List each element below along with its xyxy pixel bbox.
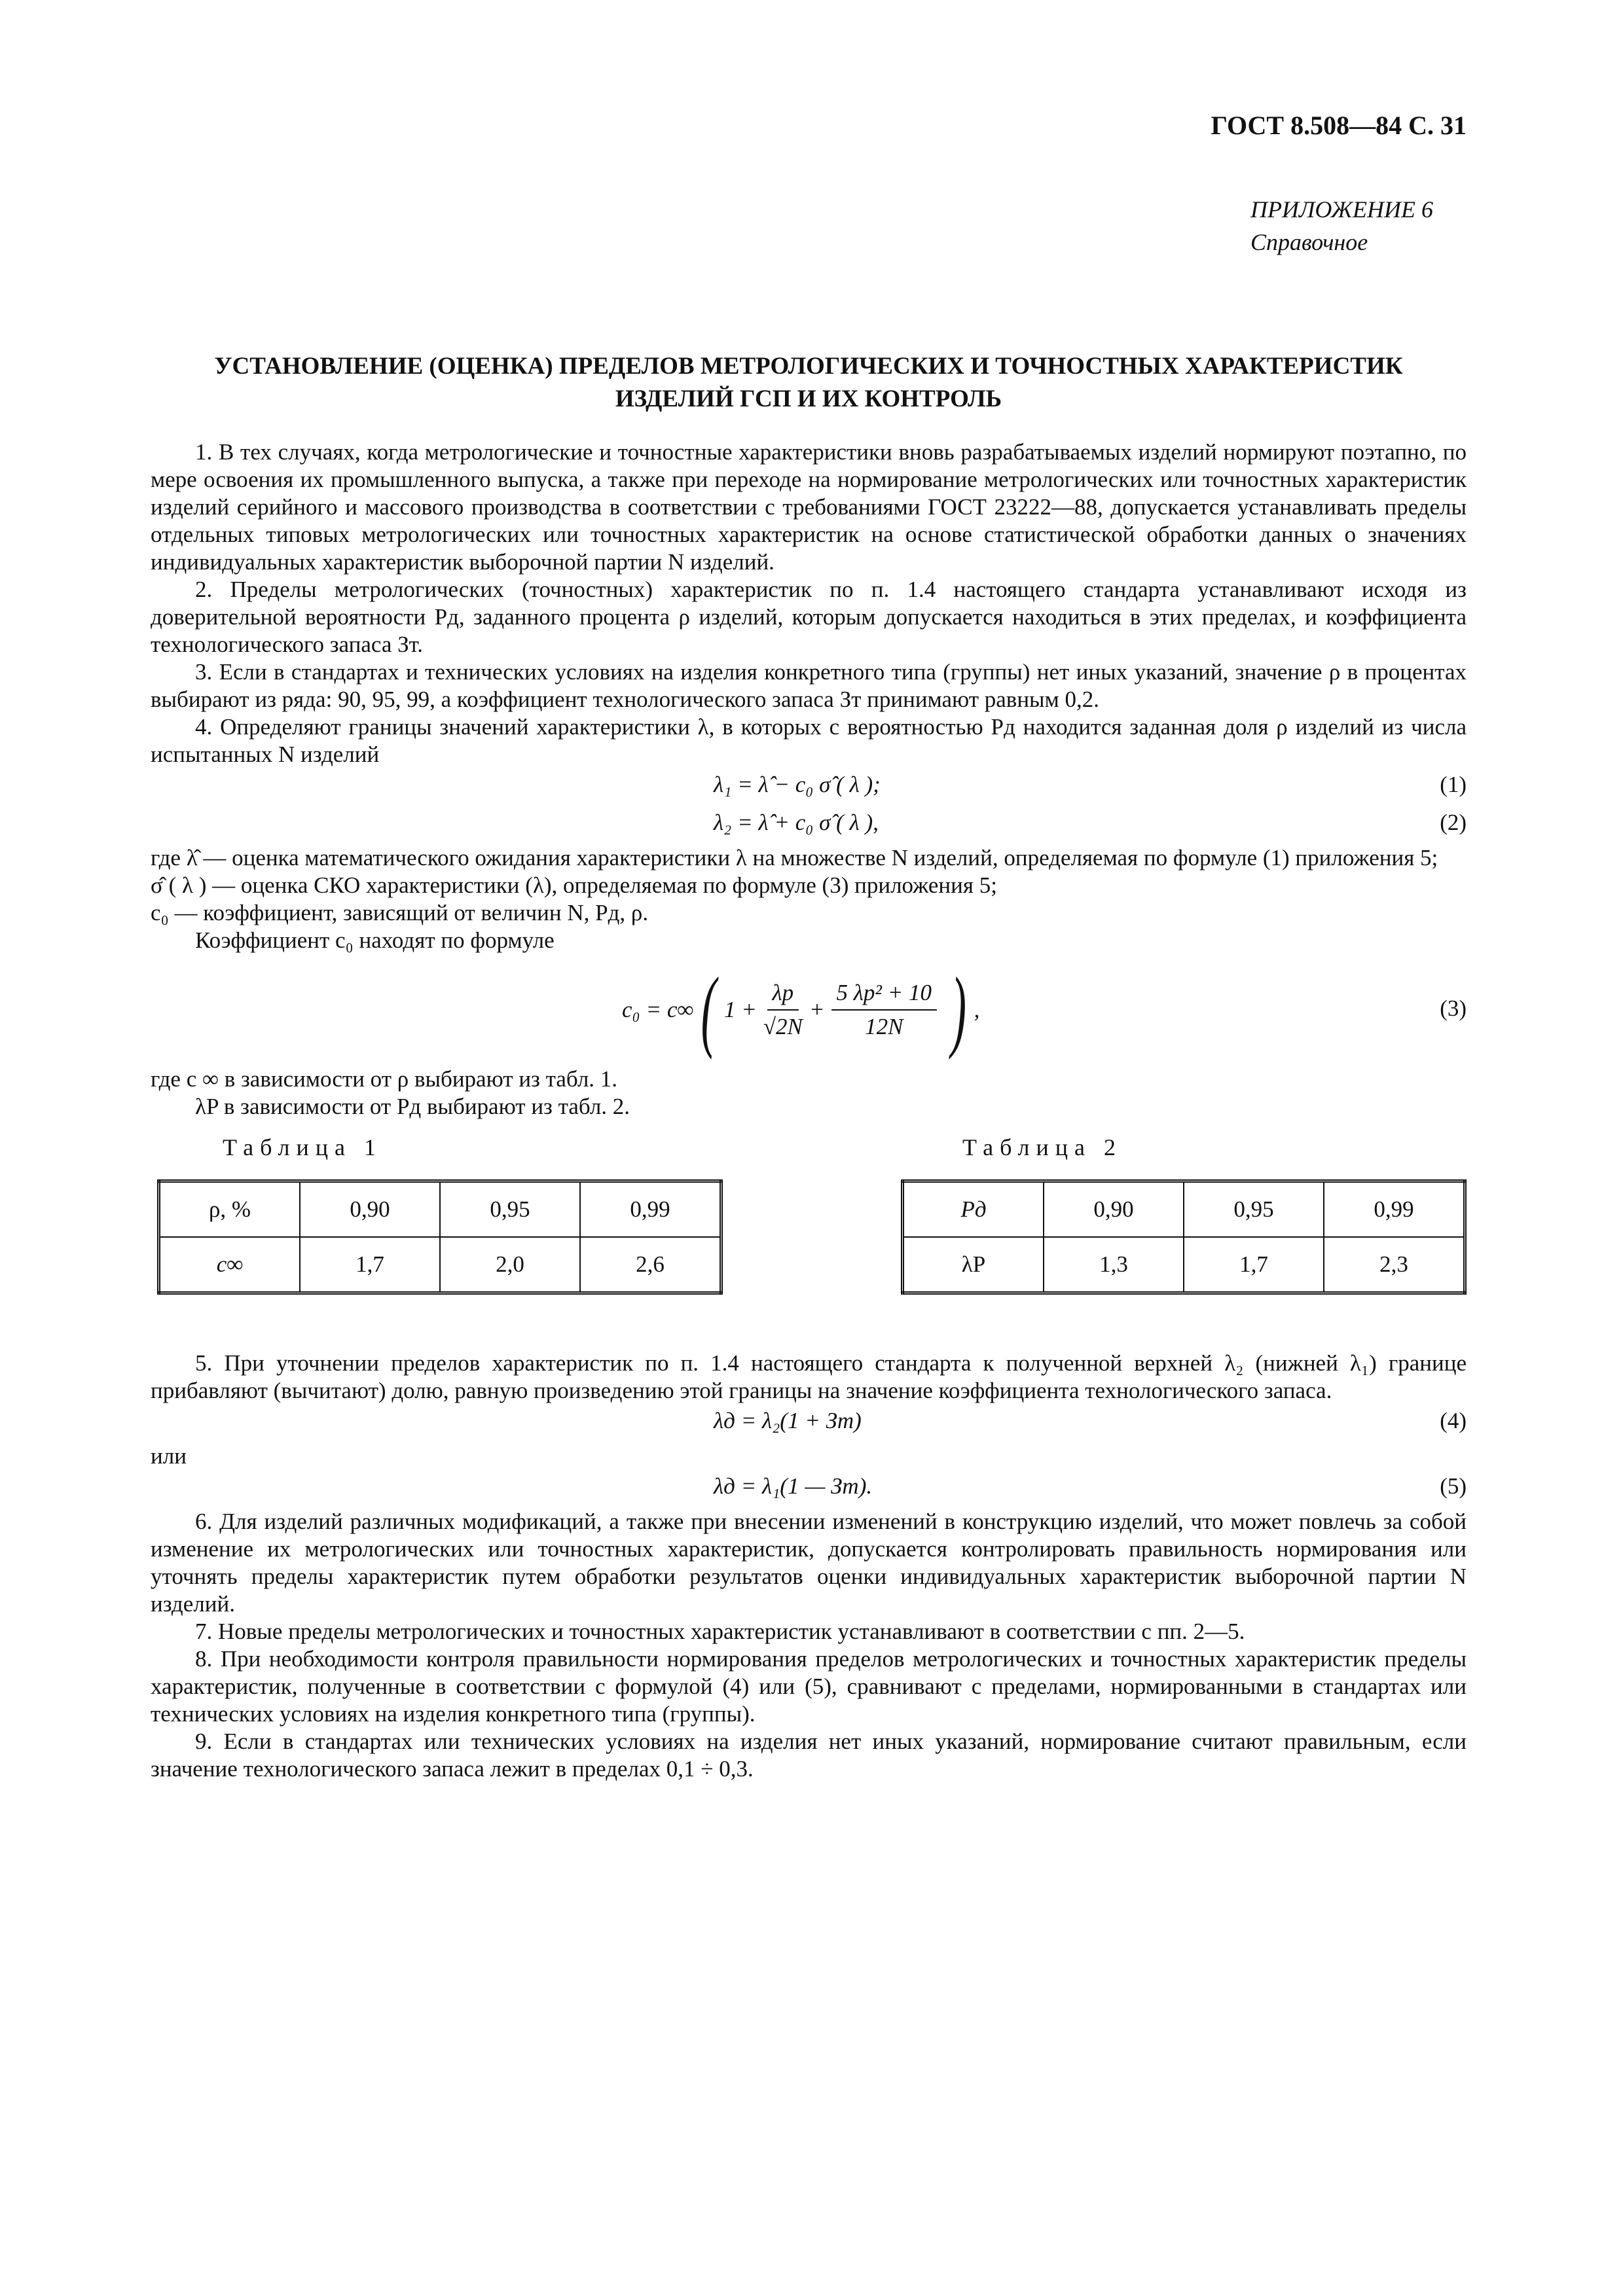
table-cell: 2,0 bbox=[440, 1237, 580, 1293]
table-2 bbox=[901, 1179, 1467, 1295]
table-cell: Pд bbox=[903, 1181, 1044, 1238]
paragraph-3: 3. Если в стандартах и технических условиях на изделия конкретного типа (группы) нет иных указаний, значение ρ в процентах выбирают из ряда: 90, 95, 99, а коэффициент технологического запаса Зт принимают равным 0,2. bbox=[151, 659, 1467, 712]
formula-3-number: (3) bbox=[1440, 996, 1467, 1021]
coefficient-intro: Коэффициент c₀ находят по формуле bbox=[195, 927, 555, 953]
fraction-2-denominator: 12N bbox=[865, 1014, 903, 1039]
formula-3-lhs: c₀ = c∞ bbox=[622, 997, 694, 1022]
table-row bbox=[159, 1181, 721, 1238]
title-line-1: УСТАНОВЛЕНИЕ (ОЦЕНКА) ПРЕДЕЛОВ МЕТРОЛОГИЧЕСКИХ И ТОЧНОСТНЫХ ХАРАКТЕРИСТИК bbox=[214, 353, 1403, 380]
formula-3-comma: , bbox=[974, 997, 980, 1022]
definition-c0: c₀ — коэффициент, зависящий от величин N, Pд, ρ. bbox=[151, 900, 649, 925]
document-reference: ГОСТ 8.508—84 С. 31 bbox=[1211, 111, 1467, 140]
definition-lambda-hat: где λ̂ — оценка математического ожидания характеристики λ на множестве N изделий, определяемая по формуле (1) приложения 5; bbox=[151, 845, 1438, 870]
right-paren: ) bbox=[951, 959, 966, 1060]
definition-sigma-hat: σ̂ ( λ ) — оценка СКО характеристики (λ), определяемая по формуле (3) приложения 5; bbox=[151, 872, 997, 898]
table-row bbox=[903, 1181, 1465, 1238]
tables-block bbox=[151, 1134, 1467, 1350]
paragraph-2: 2. Пределы метрологических (точностных) характеристик по п. 1.4 настоящего стандарта устанавливают исходя из доверительной вероятности Pд, заданного процента ρ изделий, которым допускается находиться в этих пределах, и коэффициента технологического запаса Зт. bbox=[151, 577, 1467, 657]
paragraph-7: 7. Новые пределы метрологических и точностных характеристик устанавливают в соответствии с пп. 2—5. bbox=[195, 1619, 1245, 1644]
fraction-2 bbox=[831, 979, 938, 1041]
left-paren: ( bbox=[701, 959, 717, 1060]
section-title bbox=[151, 350, 1467, 416]
formula-5-number: (5) bbox=[1440, 1473, 1467, 1499]
formula-3-plus: + bbox=[809, 997, 825, 1022]
table-cell: 0,90 bbox=[1044, 1181, 1184, 1238]
formula-4-number: (4) bbox=[1440, 1408, 1467, 1433]
table-cell: 0,99 bbox=[580, 1181, 721, 1238]
formula-5-expression: λд = λ₁(1 — Зт). bbox=[714, 1473, 873, 1499]
table-cell: 1,7 bbox=[300, 1237, 440, 1293]
fraction-1 bbox=[763, 979, 803, 1041]
definition-c-inf: где c ∞ в зависимости от ρ выбирают из табл. 1. bbox=[151, 1066, 618, 1092]
formula-3-one: 1 + bbox=[723, 997, 757, 1022]
formula-2-number: (2) bbox=[1440, 810, 1467, 835]
table-cell: ρ, % bbox=[159, 1181, 301, 1238]
table-cell: 0,90 bbox=[300, 1181, 440, 1238]
table-row bbox=[159, 1237, 721, 1293]
formula-4 bbox=[151, 1405, 1467, 1443]
document-page bbox=[151, 0, 1467, 2296]
table-cell: 0,95 bbox=[440, 1181, 580, 1238]
appendix-number: ПРИЛОЖЕНИЕ 6 bbox=[1250, 196, 1433, 223]
table-row bbox=[903, 1237, 1465, 1293]
table-cell: λP bbox=[903, 1237, 1044, 1293]
formula-1 bbox=[151, 768, 1467, 806]
fraction-1-numerator: λp bbox=[767, 979, 799, 1011]
paragraph-9: 9. Если в стандартах или технических условиях на изделия нет иных указаний, нормирование считают правильным, если значение технологического запаса лежит в пределах 0,1 ÷ 0,3. bbox=[151, 1729, 1467, 1782]
formula-2 bbox=[151, 806, 1467, 844]
fraction-2-numerator: 5 λp² + 10 bbox=[831, 979, 938, 1011]
table-cell: c∞ bbox=[159, 1237, 301, 1293]
table-2-caption: Таблица 2 bbox=[962, 1134, 1122, 1160]
appendix-label bbox=[1250, 193, 1467, 259]
document-body bbox=[151, 439, 1467, 1783]
paragraph-6: 6. Для изделий различных модификаций, а также при внесении изменений в конструкцию изделий, что может повлечь за собой изменение их метрологических или точностных характеристик, допускается контролировать правильность нормирования или уточнять пределы характеристик путем обработки результатов оценки индивидуальных характеристик выборочной партии N изделий. bbox=[151, 1509, 1467, 1617]
definition-lambda-p: λP в зависимости от Pд выбирают из табл. 2. bbox=[195, 1094, 630, 1119]
or-text: или bbox=[151, 1443, 187, 1469]
table-cell: 2,3 bbox=[1324, 1237, 1465, 1293]
table-cell: 0,99 bbox=[1324, 1181, 1465, 1238]
paragraph-1: 1. В тех случаях, когда метрологические и точностные характеристики вновь разрабатываемых изделий нормируют поэтапно, по мере освоения их промышленного выпуска, а также при переходе на нормирование метрологических или точностных характеристик изделий серийного и массового производства в соответствии с требованиями ГОСТ 23222—88, допускается устанавливать пределы отдельных типовых метрологических или точностных характеристик на основе статистической обработки данных о значениях индивидуальных характеристик выборочной партии N изделий. bbox=[151, 439, 1467, 575]
formula-3 bbox=[151, 954, 1467, 1066]
paragraph-8: 8. При необходимости контроля правильности нормирования пределов метрологических и точностных характеристик пределы характеристик, полученные в соответствии с формулой (4) или (5), сравнивают с пределами, нормированными в стандартах или технических условиях на изделия конкретного типа (группы). bbox=[151, 1646, 1467, 1727]
appendix-kind: Справочное bbox=[1250, 229, 1368, 255]
formula-2-expression: λ₂ = λ̂ + c₀ σ̂ ( λ ), bbox=[714, 810, 879, 835]
formula-1-number: (1) bbox=[1440, 772, 1467, 797]
table-cell: 1,3 bbox=[1044, 1237, 1184, 1293]
formula-3-expression bbox=[622, 954, 979, 1066]
fraction-1-denominator: √2N bbox=[763, 1014, 803, 1039]
title-line-2: ИЗДЕЛИЙ ГСП И ИХ КОНТРОЛЬ bbox=[615, 386, 1002, 412]
table-cell: 2,6 bbox=[580, 1237, 721, 1293]
table-1 bbox=[157, 1179, 723, 1295]
table-cell: 1,7 bbox=[1184, 1237, 1324, 1293]
formula-5 bbox=[151, 1470, 1467, 1508]
paragraph-4: 4. Определяют границы значений характеристики λ, в которых с вероятностью Pд находится заданная доля ρ изделий из числа испытанных N изделий bbox=[151, 714, 1467, 767]
table-1-caption: Таблица 1 bbox=[223, 1134, 382, 1160]
formula-1-expression: λ₁ = λ̂ − c₀ σ̂ ( λ ); bbox=[714, 772, 881, 797]
paragraph-5: 5. При уточнении пределов характеристик по п. 1.4 настоящего стандарта к полученной верхней λ₂ (нижней λ₁) границе прибавляют (вычитают) долю, равную произведению этой границы на значение коэффициента технологического запаса. bbox=[151, 1350, 1467, 1403]
formula-4-expression: λд = λ₂(1 + Зт) bbox=[714, 1408, 862, 1433]
table-cell: 0,95 bbox=[1184, 1181, 1324, 1238]
